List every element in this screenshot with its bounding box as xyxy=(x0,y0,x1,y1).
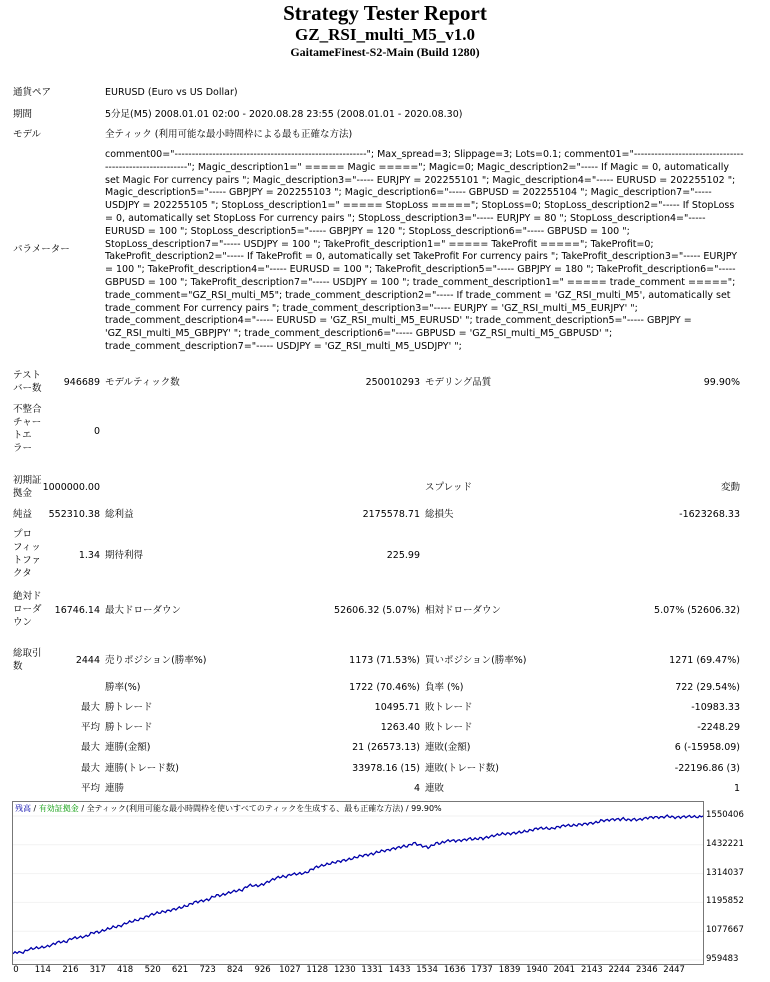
net-label: 純益 xyxy=(13,509,33,520)
pf-value: 1.34 xyxy=(78,550,100,561)
x-tick-label: 1433 xyxy=(388,965,411,975)
avg-loss-value: -2248.29 xyxy=(697,722,740,733)
y-tick-label: 1195852 xyxy=(706,896,744,907)
x-tick-label: 2041 xyxy=(553,965,576,975)
x-tick-label: 418 xyxy=(116,965,134,975)
max-label-2: 最大 xyxy=(80,742,100,753)
quality-label: モデリング品質 xyxy=(425,377,492,388)
consec-wins-value: 21 (26573.13) xyxy=(352,742,420,753)
avg-loss-label: 敗トレード xyxy=(425,722,473,733)
winrate-label: 勝率(%) xyxy=(105,682,141,693)
largest-loss-label: 敗トレード xyxy=(425,702,473,713)
gross-loss-label: 総損失 xyxy=(425,509,454,520)
pf-label: プロ フィッ トファ クタ xyxy=(13,529,42,579)
max-dd-label: 最大ドローダウン xyxy=(105,605,182,616)
server-name: GaitameFinest-S2-Main (Build 1280) xyxy=(290,45,480,59)
max-dd-value: 52606.32 (5.07%) xyxy=(334,605,420,616)
legend-quality: 99.90% xyxy=(411,804,442,813)
avg-label-2: 平均 xyxy=(80,783,100,794)
bars-label: テスト バー数 xyxy=(13,370,42,394)
y-tick-label: 959483 xyxy=(706,954,739,964)
x-tick-label: 1636 xyxy=(443,965,466,975)
legend-equity: 有効証拠金 xyxy=(38,804,79,813)
mismatch-value: 0 xyxy=(93,426,100,437)
short-value: 1173 (71.53%) xyxy=(349,655,420,666)
x-tick-label: 2447 xyxy=(663,965,685,975)
expected-label: 期待利得 xyxy=(105,550,144,561)
gross-loss-value: -1623268.33 xyxy=(679,509,740,520)
consec-loss-label: 連敗(トレード数) xyxy=(425,763,499,774)
quality-value: 99.90% xyxy=(703,377,740,388)
winrate-value: 1722 (70.46%) xyxy=(349,682,420,693)
lossrate-value: 722 (29.54%) xyxy=(675,682,740,693)
avg-win-value: 1263.40 xyxy=(380,722,420,733)
y-tick-label: 1432221 xyxy=(706,838,744,849)
max-label-1: 最大 xyxy=(80,702,100,713)
x-tick-label: 723 xyxy=(199,965,216,975)
avg-consec-losses-value: 1 xyxy=(733,783,740,794)
pair-value: EURUSD (Euro vs US Dollar) xyxy=(105,87,238,98)
largest-win-value: 10495.71 xyxy=(374,702,420,713)
x-tick-label: 1534 xyxy=(416,965,438,975)
ticks-value: 250010293 xyxy=(365,377,420,388)
total-trades-label: 総取引 数 xyxy=(13,648,42,672)
x-tick-label: 0 xyxy=(13,965,19,975)
bars-value: 946689 xyxy=(63,377,100,388)
largest-win-label: 勝トレード xyxy=(105,702,153,713)
x-tick-label: 824 xyxy=(226,965,244,975)
x-tick-label: 1128 xyxy=(306,965,329,975)
balance-chart xyxy=(12,801,704,965)
chart-header xyxy=(15,804,442,814)
x-tick-label: 1839 xyxy=(498,965,521,975)
legend-balance: 残高 xyxy=(15,804,31,813)
rel-dd-label: 相対ドローダウン xyxy=(425,605,502,616)
legend-sep: / xyxy=(78,804,87,813)
x-tick-label: 2244 xyxy=(608,965,631,975)
avg-win-label: 勝トレード xyxy=(105,722,153,733)
consec-wins-label: 連勝(金額) xyxy=(105,742,151,753)
period-label: 期間 xyxy=(13,109,33,120)
spread-label: スプレッド xyxy=(425,482,473,493)
total-trades-value: 2444 xyxy=(75,655,100,666)
consec-loss-value: -22196.86 (3) xyxy=(674,763,740,774)
x-tick-label: 2346 xyxy=(635,965,658,975)
avg-consec-wins-value: 4 xyxy=(413,783,420,794)
long-value: 1271 (69.47%) xyxy=(669,655,740,666)
x-tick-label: 1737 xyxy=(471,965,493,975)
model-value: 全ティック (利用可能な最小時間枠による最も正確な方法) xyxy=(105,129,353,140)
consec-losses-value: 6 (-15958.09) xyxy=(674,742,740,753)
legend-model: 全ティック(利用可能な最小時間枠を使いすべてのティックを生成する、最も正確な方法) xyxy=(86,804,404,813)
abs-dd-label: 絶対ド ローダ ウン xyxy=(13,591,42,628)
x-tick-label: 621 xyxy=(171,965,189,975)
gross-profit-label: 総利益 xyxy=(105,509,134,520)
balance-chart-svg xyxy=(13,802,703,964)
y-tick-label: 1550406 xyxy=(706,810,744,820)
deposit-value: 1000000.00 xyxy=(42,482,100,493)
x-tick-label: 926 xyxy=(254,965,271,975)
y-tick-label: 1077667 xyxy=(706,925,744,936)
x-tick-label: 1940 xyxy=(526,965,548,975)
net-value: 552310.38 xyxy=(48,509,100,520)
ea-name: GZ_RSI_multi_M5_v1.0 xyxy=(295,25,475,44)
consec-profit-value: 33978.16 (15) xyxy=(352,763,420,774)
expected-value: 225.99 xyxy=(386,550,420,561)
avg-label-1: 平均 xyxy=(80,722,100,733)
x-tick-label: 1331 xyxy=(361,965,383,975)
mismatch-label: 不整合 チャー トエ ラー xyxy=(13,404,42,454)
gross-profit-value: 2175578.71 xyxy=(362,509,420,520)
params-value: comment00="--------------------------------------------------------"; Max_spread=3; Slippage=3; Lots=0.1; comment01="--------------------------------------------------------"; Magic_description1=" ===== Magic ====="; Magic=0; Magic_description2="----- If Magic = 0, automatically set Magic For currency pairs "; Magic_description3="----- EURJPY = 202255101 "; Magic_description4="----- EURUSD = 202255102 "; Magic_description5="----- GBPJPY = 202255103 "; Magic_description6="----- GBPUSD = 202255104 "; Magic_description7="----- USDJPY = 202255105 "; StopLoss_description1=" ===== StopLoss ====="; StopLoss=0; StopLoss_description2="----- If StopLoss = 0, automatically set StopLoss For currency pairs "; StopLoss_description3="----- EURJPY = 80 "; StopLoss_description4="----- EURUSD = 100 "; StopLoss_description5="----- GBPJPY = 120 "; StopLoss_description6="----- GBPUSD = 100 "; StopLoss_description7="----- USDJPY = 100 "; TakeProfit_description1=" ===== TakeProfit ====="; TakeProfit=0; TakeProfit_description2="----- If TakeProfit = 0, automatically set TakeProfit For currency pairs "; TakeProfit_description3="----- EURJPY = 100 "; TakeProfit_description4="----- EURUSD = 100 "; TakeProfit_description5="----- GBPJPY = 180 "; TakeProfit_description6="----- GBPUSD = 100 "; TakeProfit_description7="----- USDJPY = 100 "; trade_comment_description1=" ===== trade_comment ====="; trade_comment="GZ_RSI_multi_M5"; trade_comment_description2="----- If trade_comment = 'GZ_RSI_multi_M5', automatically set trade_comment For currency pairs "; trade_comment_description3="----- EURJPY = 'GZ_RSI_multi_M5_EURJPY' "; trade_comment_description4="----- EURUSD = 'GZ_RSI_multi_M5_EURUSD' "; trade_comment_description5="----- GBPJPY = 'GZ_RSI_multi_M5_GBPJPY' "; trade_comment_description6="----- GBPUSD = 'GZ_RSI_multi_M5_GBPUSD' "; trade_comment_description7="----- USDJPY = 'GZ_RSI_multi_M5_USDJPY' "; xyxy=(105,149,744,352)
deposit-label: 初期証 拠金 xyxy=(13,475,42,499)
x-tick-label: 2143 xyxy=(581,965,603,975)
ticks-label: モデルティック数 xyxy=(105,377,180,388)
legend-sep: / xyxy=(31,804,39,813)
largest-loss-value: -10983.33 xyxy=(691,702,740,713)
model-label: モデル xyxy=(13,129,42,140)
consec-profit-label: 連勝(トレード数) xyxy=(105,763,179,774)
abs-dd-value: 16746.14 xyxy=(54,605,100,616)
pair-label: 通貨ペア xyxy=(13,87,52,98)
x-tick-label: 1230 xyxy=(333,965,356,975)
rel-dd-value: 5.07% (52606.32) xyxy=(654,605,740,616)
x-tick-label: 216 xyxy=(62,965,79,975)
avg-consec-wins-label: 連勝 xyxy=(105,783,125,794)
legend-sep: / xyxy=(403,804,412,813)
max-label-3: 最大 xyxy=(80,763,100,774)
x-tick-label: 520 xyxy=(144,965,161,975)
report-title: Strategy Tester Report xyxy=(283,1,487,25)
short-label: 売りポジション(勝率%) xyxy=(105,655,207,666)
x-tick-label: 1027 xyxy=(279,965,301,975)
consec-losses-label: 連敗(金額) xyxy=(425,742,471,753)
params-label: パラメーター xyxy=(13,244,70,255)
series-line-balance xyxy=(13,815,703,954)
avg-consec-losses-label: 連敗 xyxy=(425,783,445,794)
lossrate-label: 負率 (%) xyxy=(425,682,464,693)
x-tick-label: 317 xyxy=(89,965,106,975)
y-tick-label: 1314037 xyxy=(706,867,744,878)
period-value: 5分足(M5) 2008.01.01 02:00 - 2020.08.28 23:55 (2008.01.01 - 2020.08.30) xyxy=(105,109,463,120)
spread-value: 変動 xyxy=(720,482,740,493)
x-tick-label: 114 xyxy=(34,965,51,975)
long-label: 買いポジション(勝率%) xyxy=(425,655,527,666)
